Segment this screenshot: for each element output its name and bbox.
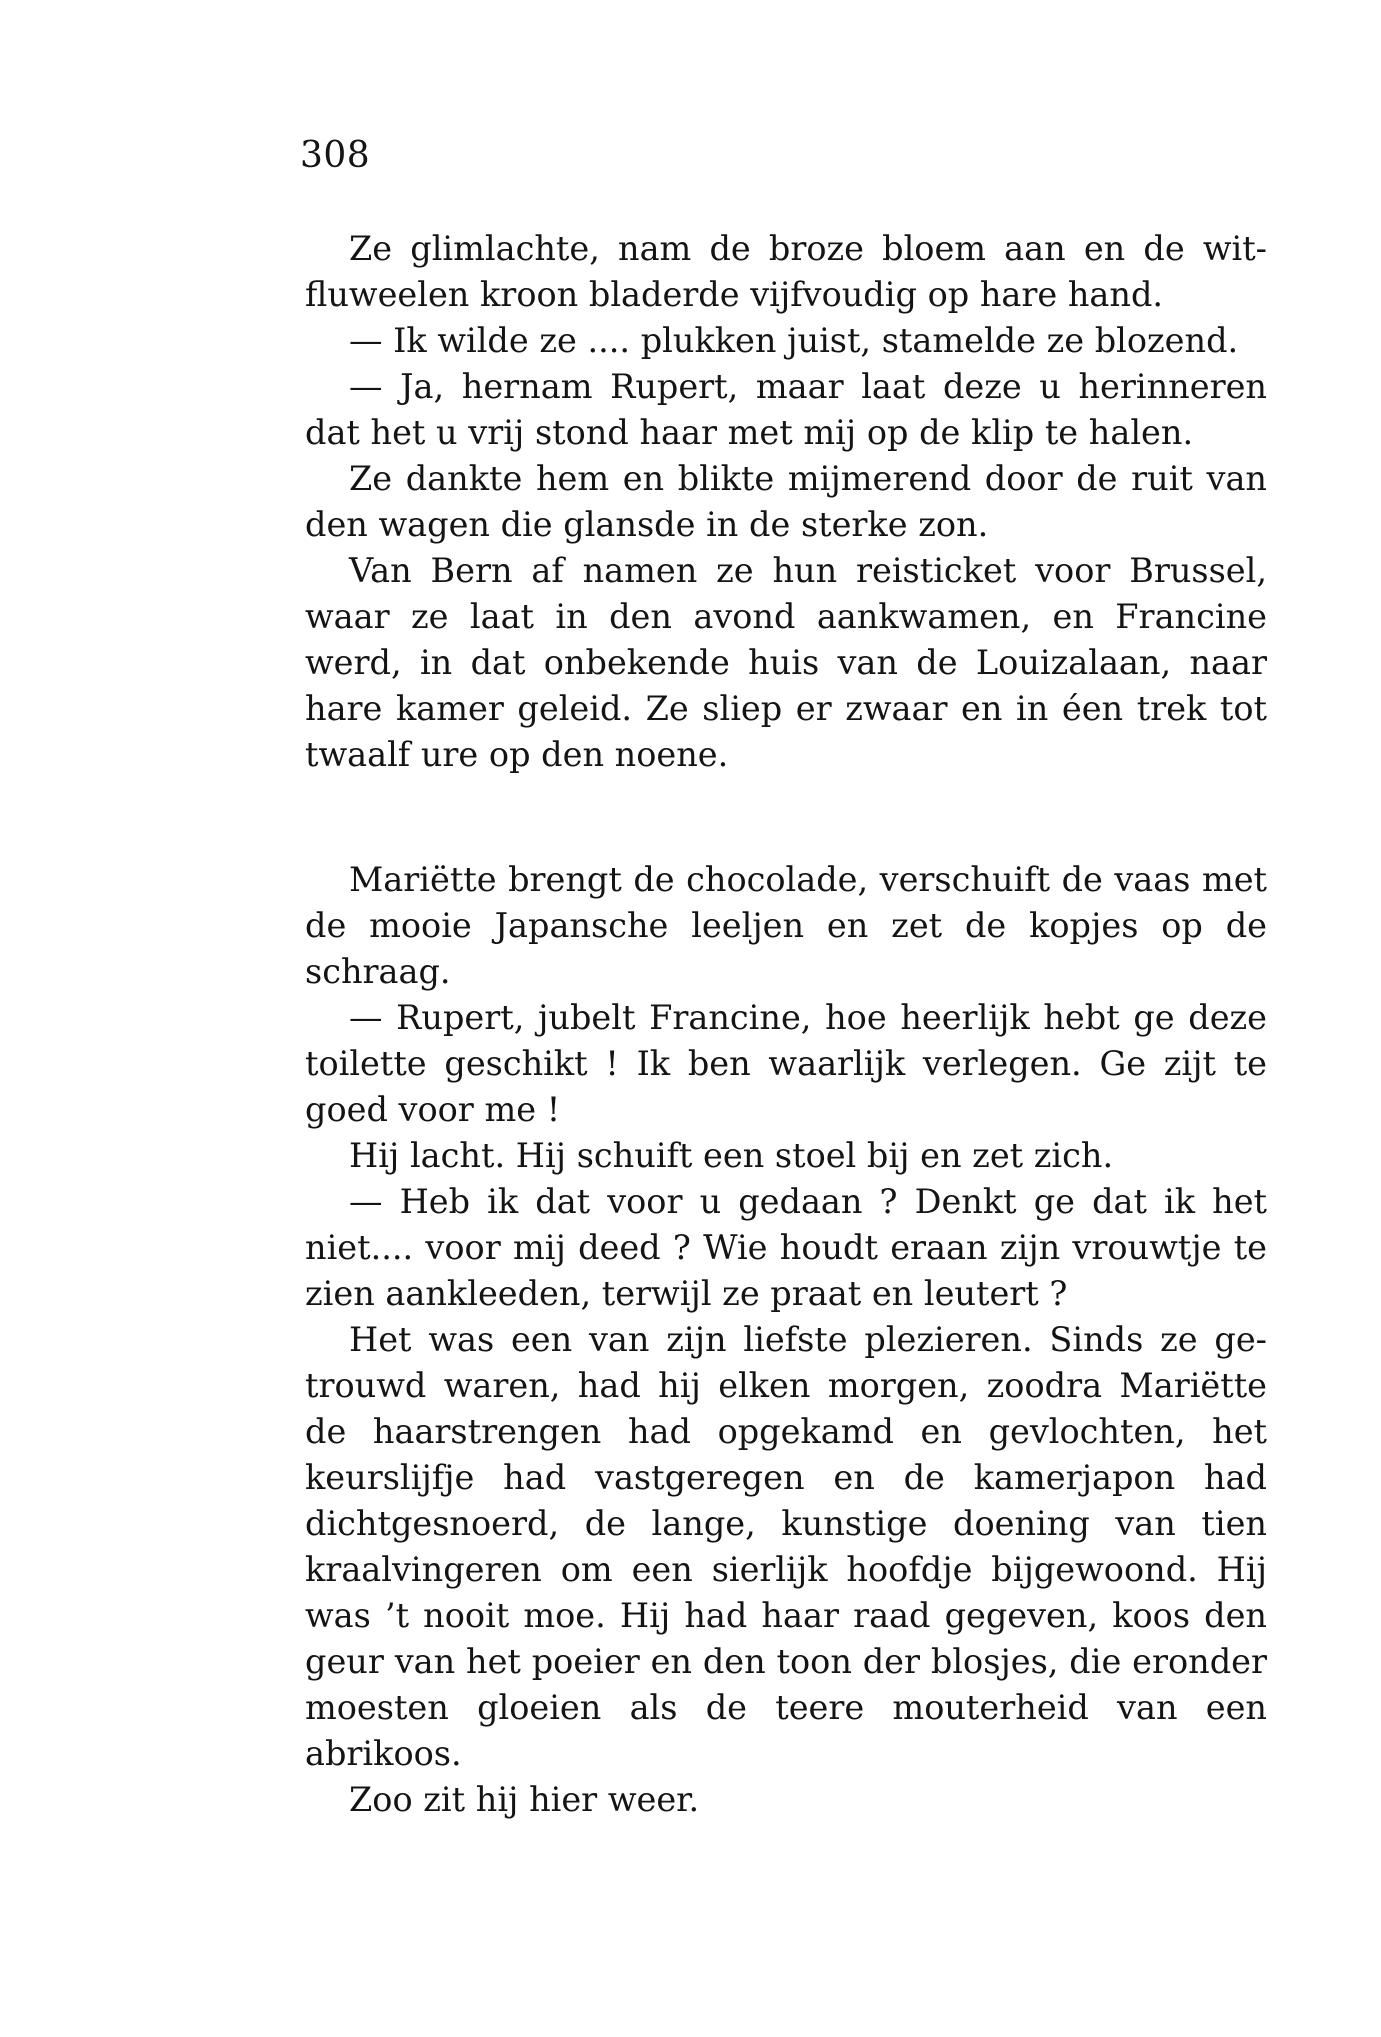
text-block-2 <box>305 857 1267 1823</box>
paragraph: Hij lacht. Hij schuift een stoel bij en zet zich. <box>349 1136 1114 1175</box>
paragraph: — Ja, hernam Rupert, maar laat deze u herinneren dat het u vrij stond haar met mij op de klip te halen. <box>305 367 1267 452</box>
paragraph: Ze dankte hem en blikte mijmerend door de ruit van den wagen die glansde in de sterke zon. <box>305 459 1267 544</box>
paragraph: Van Bern af namen ze hun reisticket voor Brussel, waar ze laat in den avond aankwamen, en Francine werd, in dat onbekende huis van de Louizalaan, naar hare kamer geleid. Ze sliep er zwaar en in éen trek tot twaalf ure op den noene. <box>305 551 1267 774</box>
paragraph: — Heb ik dat voor u gedaan ? Denkt ge dat ik het niet.... voor mij deed ? Wie houdt eraan zijn vrouwtje te zien aankleeden, terwijl ze praat en leutert ? <box>305 1182 1267 1313</box>
paragraph: Zoo zit hij hier weer. <box>349 1780 700 1819</box>
paragraph: Mariëtte brengt de chocolade, verschuift de vaas met de mooie Japansche leeljen en zet de kopjes op de schraag. <box>305 860 1267 991</box>
text-block-1 <box>305 226 1267 778</box>
page-number: 308 <box>300 135 371 176</box>
paragraph: — Rupert, jubelt Francine, hoe heerlijk hebt ge deze toilette geschikt ! Ik ben waarlijk verlegen. Ge zijt te goed voor me ! <box>305 998 1267 1129</box>
paragraph: Ze glimlachte, nam de broze bloem aan en de witfluweelen kroon bladerde vijfvoudig op hare hand. <box>305 229 1267 314</box>
paragraph: Het was een van zijn liefste plezieren. Sinds ze getrouwd waren, had hij elken morgen, zoodra Mariëtte de haarstrengen had opgekamd en gevlochten, het keurslijfje had vastgeregen en de kamerjapon had dichtgesnoerd, de lange, kunstige doening van tien kraalvingeren om een sierlijk hoofdje bijgewoond. Hij was ’t nooit moe. Hij had haar raad gegeven, koos den geur van het poeier en den toon der blosjes, die eronder moesten gloeien als de teere mouterheid van een abrikoos. <box>305 1320 1267 1773</box>
paragraph: — Ik wilde ze .... plukken juist, stamelde ze blozend. <box>349 321 1239 360</box>
